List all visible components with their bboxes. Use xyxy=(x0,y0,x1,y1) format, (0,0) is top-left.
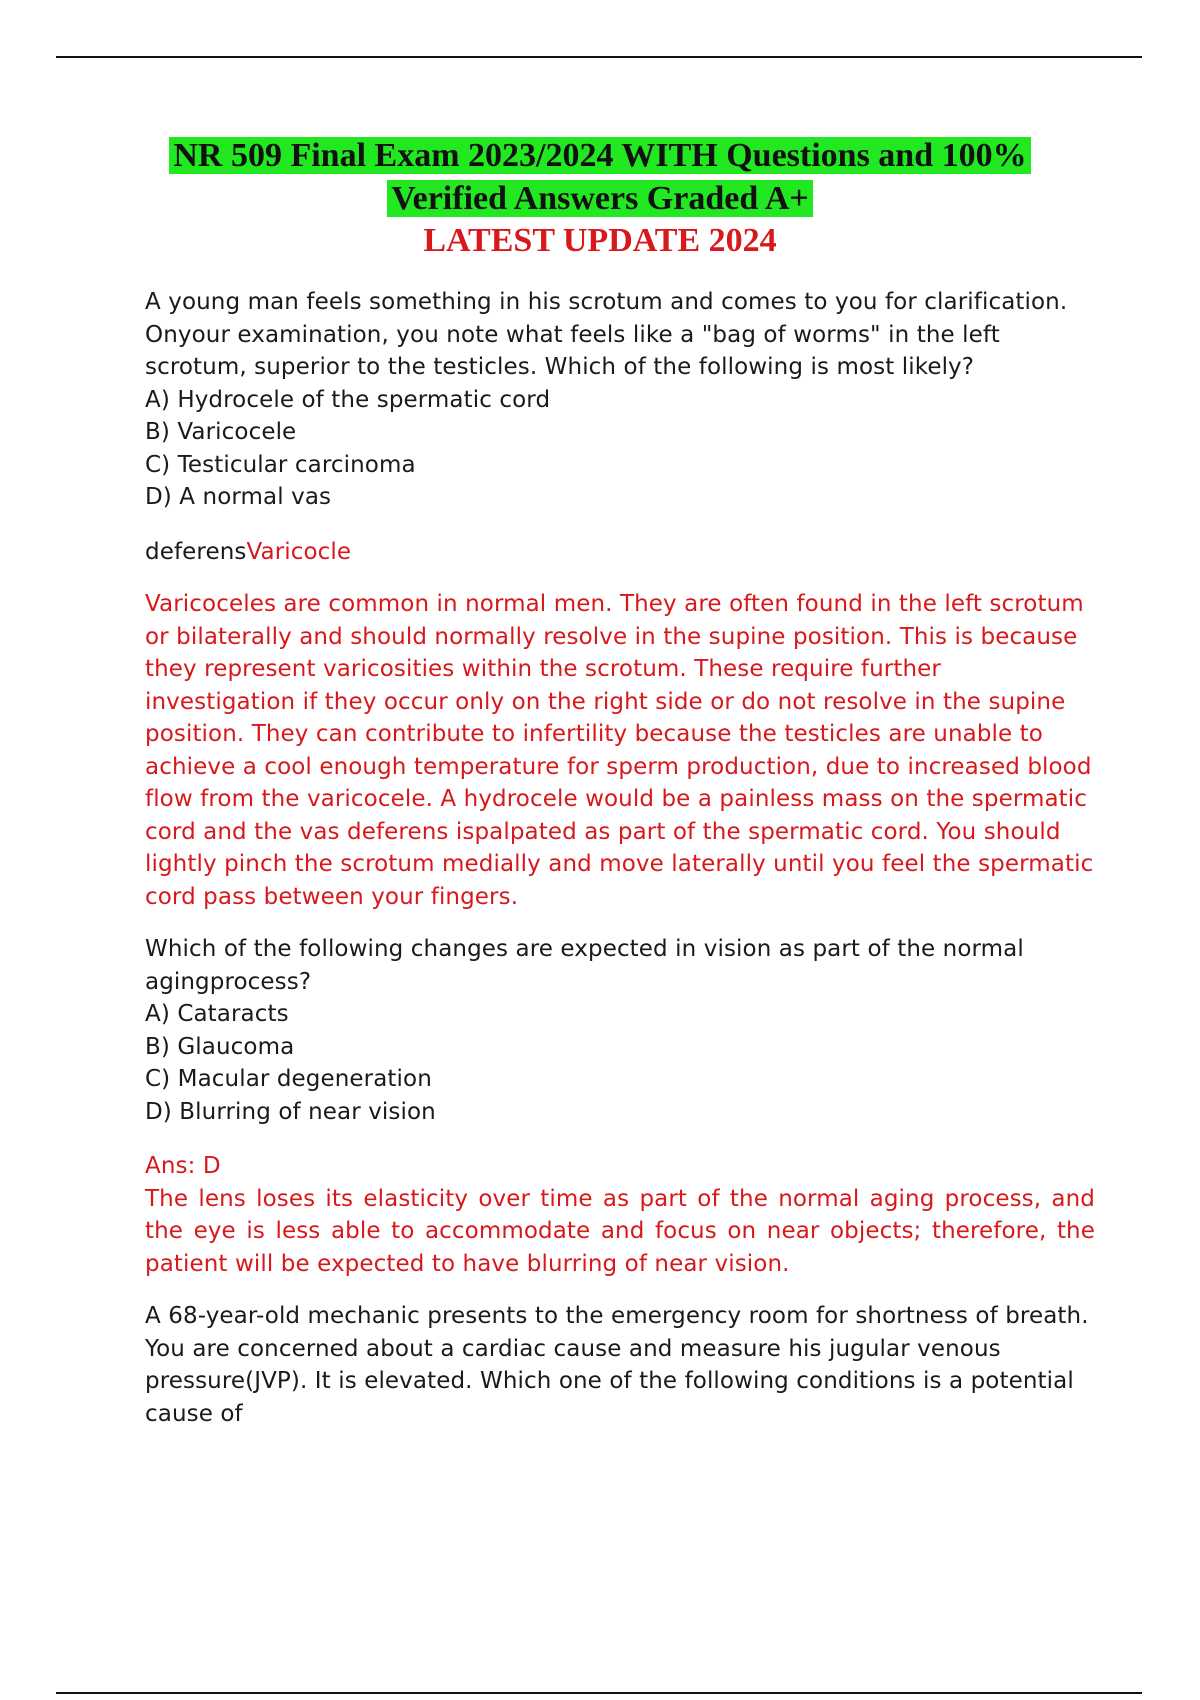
bottom-rule xyxy=(56,1692,1142,1694)
option-item: A) Cataracts xyxy=(145,1001,289,1027)
document-body xyxy=(145,286,1095,1430)
option-item: D) Blurring of near vision xyxy=(145,1098,436,1125)
title-highlight-1: NR 509 Final Exam 2023/2024 WITH Questions and 100% xyxy=(169,137,1030,174)
question-block-3 xyxy=(145,1300,1095,1430)
question-text: A young man feels something in his scrotum and comes to you for clarification. Onyour examination, you note what feels like a "bag of worms" in the left scrotum, superior to the testicles. Which of the following is most likely? xyxy=(145,289,1068,380)
answer-line xyxy=(145,536,1095,569)
question-text: Which of the following changes are expected in vision as part of the normal agingprocess? xyxy=(145,936,1024,995)
options-list xyxy=(145,384,1095,514)
option-item: B) Varicocele xyxy=(145,419,297,445)
question-block-1 xyxy=(145,286,1095,913)
option-item: C) Testicular carcinoma xyxy=(145,451,416,478)
options-list xyxy=(145,998,1095,1128)
title-line-2 xyxy=(0,177,1200,220)
top-rule xyxy=(56,56,1142,58)
answer-text: Varicocle xyxy=(246,538,352,565)
title-highlight-2: Verified Answers Graded A+ xyxy=(387,180,813,217)
title-line-1 xyxy=(0,134,1200,177)
option-item: C) Macular degeneration xyxy=(145,1066,432,1092)
option-item: D) A normal vas xyxy=(145,484,332,510)
question-block-2 xyxy=(145,933,1095,1280)
answer-prefix: deferens xyxy=(145,538,247,565)
explanation-text: The lens loses its elasticity over time as part of the normal aging process, and the eye is less able to accommodate and focus on near objects; therefore, the patient will be expected to have blurring of near vision. xyxy=(145,1185,1095,1277)
answer-text: Ans: D xyxy=(145,1153,221,1179)
latest-update-subtitle: LATEST UPDATE 2024 xyxy=(423,222,777,259)
option-item: A) Hydrocele of the spermatic cord xyxy=(145,386,551,413)
option-item: B) Glaucoma xyxy=(145,1033,295,1060)
explanation-text: Varicoceles are common in normal men. They are often found in the left scrotum or bilaterally and should normally resolve in the supine position. This is because they represent varicosities within the scrotum. These require further investigation if they occur only on the right side or do not resolve in the supine position. They can contribute to infertility because the testicles are unable to achieve a cool enough temperature for sperm production, due to increased blood flow from the varicocele. A hydrocele would be a painless mass on the spermatic cord and the vas deferens ispalpated as part of the spermatic cord. You should lightly pinch the scrotum medially and move laterally until you feel the spermatic cord pass between your fingers. xyxy=(145,591,1094,910)
document-title-block xyxy=(0,134,1200,262)
question-text: A 68-year-old mechanic presents to the emergency room for shortness of breath. You are concerned about a cardiac cause and measure his jugular venous pressure(JVP). It is elevated. Which one of the following conditions is a potential cause of xyxy=(145,1303,1089,1427)
